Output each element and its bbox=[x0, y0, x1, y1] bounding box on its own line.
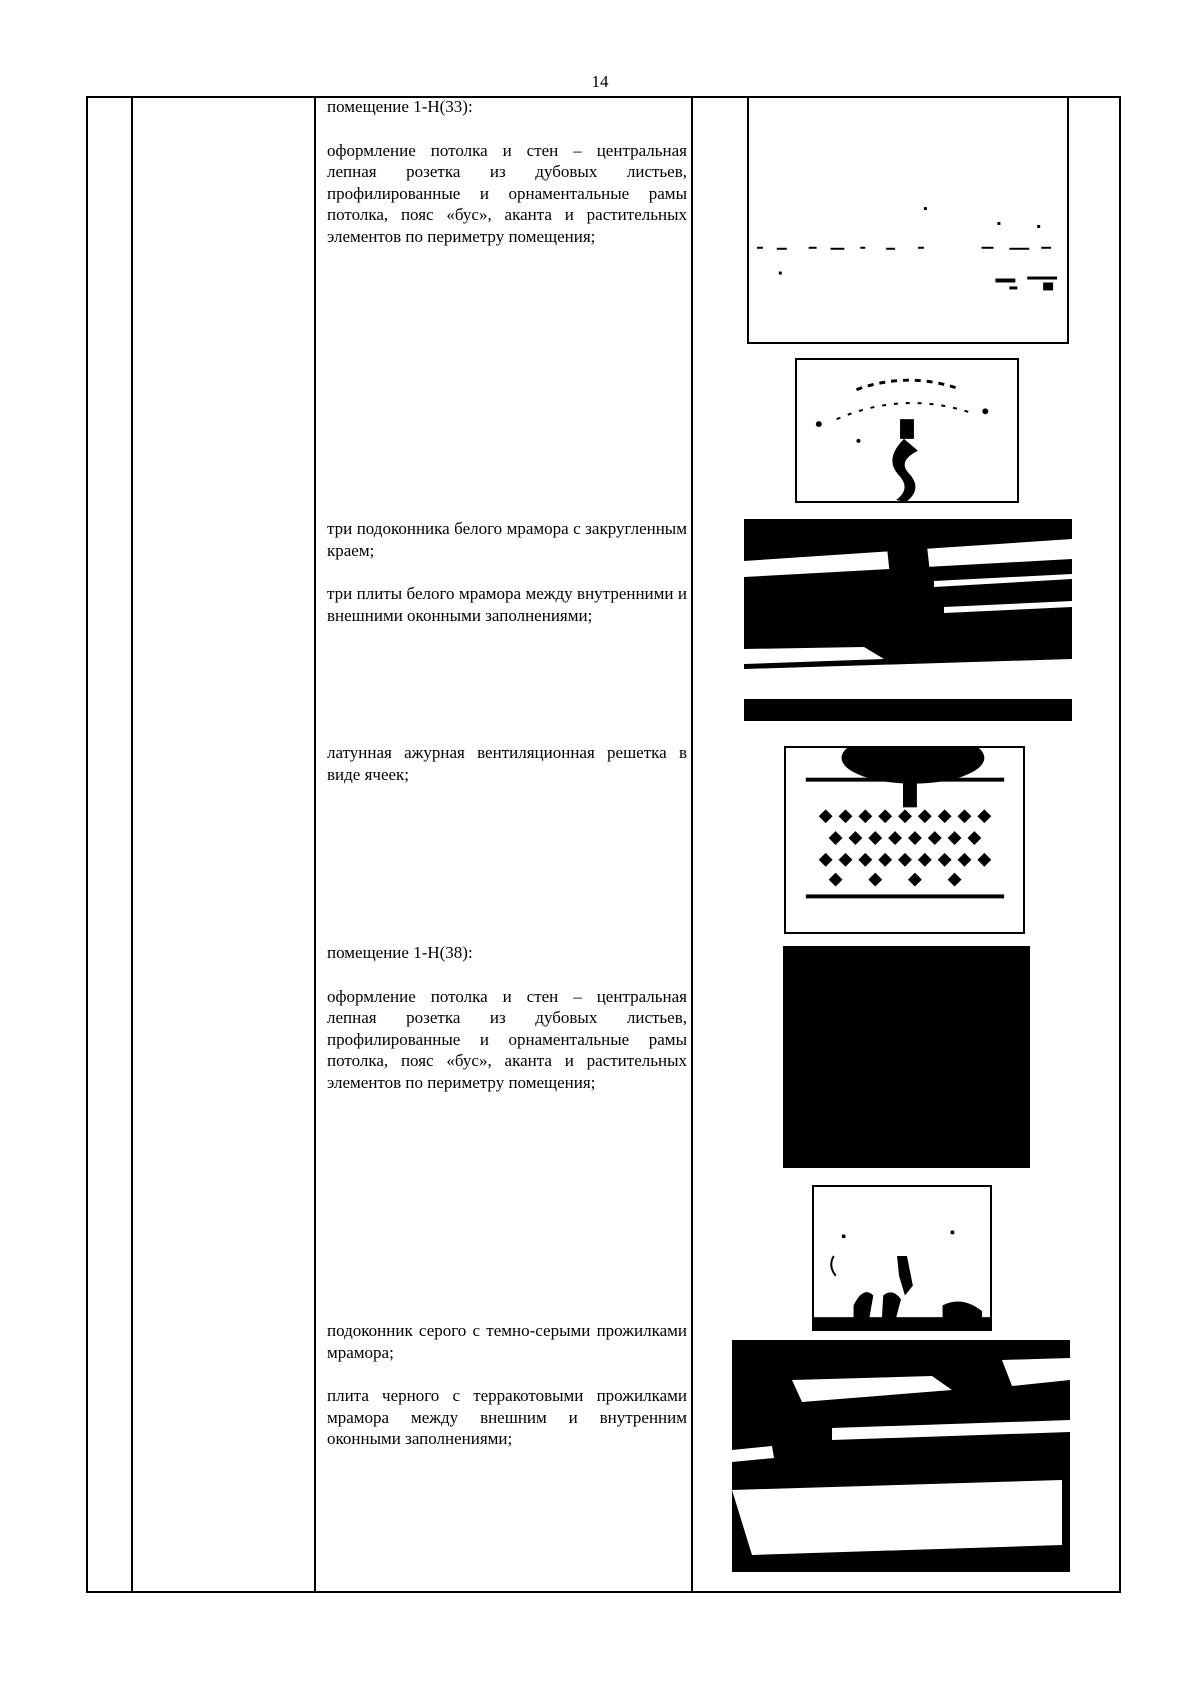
paragraph: помещение 1-Н(38): bbox=[327, 943, 473, 962]
paragraph: три подоконника белого мрамора с закругленным краем; bbox=[327, 519, 687, 560]
paragraph: плита черного с терракотовыми прожилками мрамора между внешним и внутренним оконными заполнениями; bbox=[327, 1386, 687, 1448]
paragraph: помещение 1-Н(33): bbox=[327, 97, 473, 116]
paragraph: латунная ажурная вентиляционная решетка в виде ячеек; bbox=[327, 743, 687, 784]
paragraph: подоконник серого с темно-серыми прожилками мрамора; bbox=[327, 1321, 687, 1362]
windowsill-photo-38 bbox=[732, 1340, 1070, 1572]
ceiling-photo-33 bbox=[747, 96, 1069, 344]
column-divider-2 bbox=[314, 96, 316, 1593]
description-block bbox=[327, 742, 687, 785]
rosette-photo-38 bbox=[812, 1185, 992, 1331]
paragraph: оформление потолка и стен – центральная лепная розетка из дубовых листьев, профилированные и орнаментальные рамы потолка, пояс «бус», аканта и растительных элементов по периметру помещения; bbox=[327, 986, 687, 1092]
page-number: 14 bbox=[591, 72, 609, 91]
paragraph: три плиты белого мрамора между внутренними и внешними оконными заполнениями; bbox=[327, 584, 687, 625]
column-divider-1 bbox=[131, 96, 133, 1593]
description-block bbox=[327, 518, 687, 626]
heritage-table bbox=[86, 96, 1121, 1593]
windowsill-photo-33 bbox=[744, 519, 1072, 721]
table-border-right bbox=[1119, 96, 1121, 1593]
rosette-photo-33 bbox=[795, 358, 1019, 503]
table-border-left bbox=[86, 96, 88, 1593]
ceiling-photo-38 bbox=[783, 946, 1030, 1168]
column-divider-3 bbox=[691, 96, 693, 1593]
paragraph: оформление потолка и стен – центральная лепная розетка из дубовых листьев, профилированные и орнаментальные рамы потолка, пояс «бус», аканта и растительных элементов по периметру помещения; bbox=[327, 140, 687, 246]
vent-grille-photo bbox=[784, 746, 1025, 934]
description-block bbox=[327, 1320, 687, 1450]
table-bottom-border bbox=[86, 1591, 1121, 1593]
description-block bbox=[327, 96, 687, 247]
description-block bbox=[327, 942, 687, 1093]
